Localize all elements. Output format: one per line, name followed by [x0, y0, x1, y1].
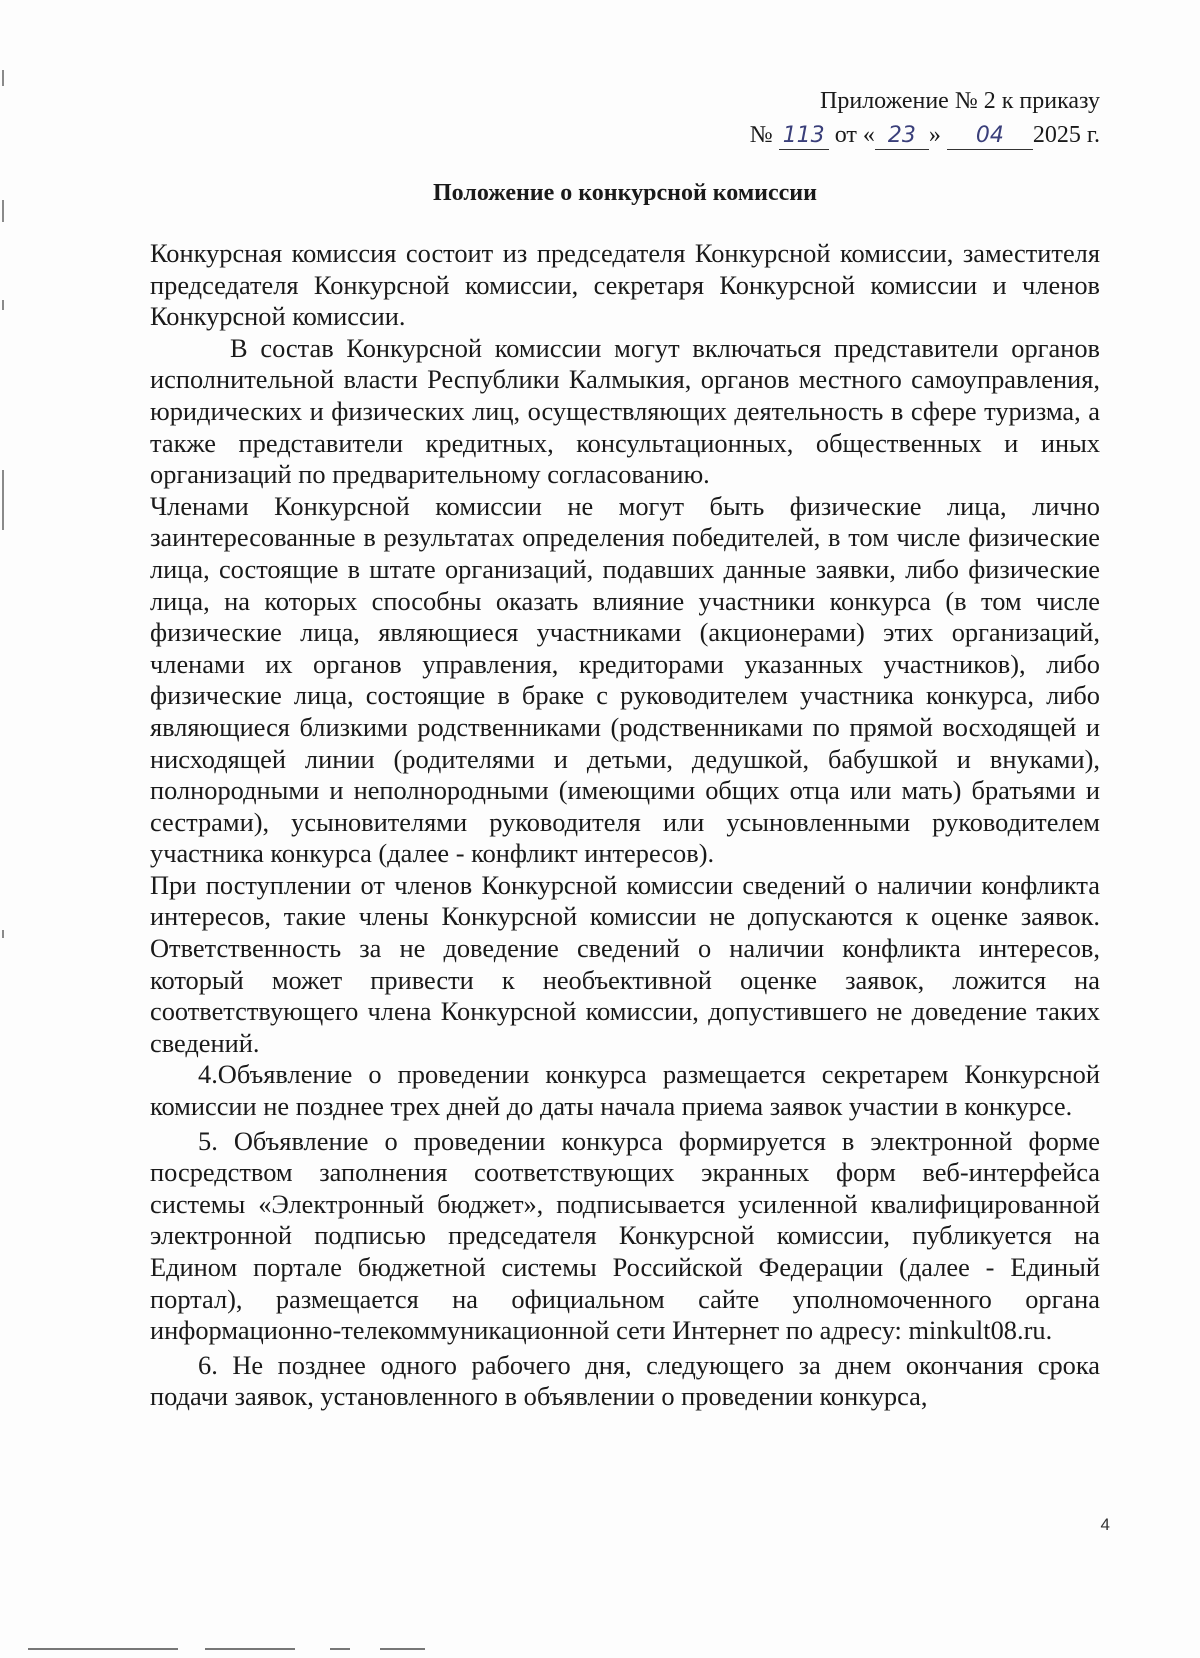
order-number-handwritten: 113	[779, 123, 829, 150]
paragraph-conflict-restrictions: Членами Конкурсной комиссии не могут быть физические лица, лично заинтересованные в результатах определения победителей, в том числе физические лица, состоящие в штате организаций, подавших данные заявки, либо физические лица, на которых способны оказать влияние участники конкурса (в том числе физические лица, являющиеся участниками (акционерами) этих организаций, членами их органов управления, кредиторами указанных участников), либо физические лица, состоящие в браке с руководителем участника конкурса, либо являющиеся близкими родственниками (родственниками по прямой восходящей и нисходящей линии (родителями и детьми, дедушкой, бабушкой и внуками), полнородными и неполнородными (имеющими общих отца или мать) братьями и сестрами), усыновителями руководителя или усыновленными руководителем участника конкурса (далее - конфликт интересов).	[150, 490, 1100, 869]
scan-margin-mark	[2, 70, 4, 86]
appendix-header	[750, 84, 1100, 152]
scan-margin-mark	[2, 300, 4, 310]
document-title: Положение о конкурсной комиссии	[433, 180, 817, 206]
quote-close: »	[928, 122, 941, 148]
paragraph-item-5: 5. Объявление о проведении конкурса формируется в электронной форме посредством заполнения соответствующих экранных форм веб-интерфейса системы «Электронный бюджет», подписывается усиленной квалифицированной электронной подписью председателя Конкурсной комиссии, публикуется на Едином портале бюджетной системы Российской Федерации (далее - Единый портал), размещается на официальном сайте уполномоченного органа информационно-телекоммуникационной сети Интернет по адресу: minkult08.ru.	[150, 1125, 1100, 1346]
scan-margin-mark	[2, 200, 4, 222]
paragraph-composition: Конкурсная комиссия состоит из председателя Конкурсной комиссии, заместителя председателя Конкурсной комиссии, секретаря Конкурсной комиссии и членов Конкурсной комиссии.	[150, 238, 1100, 332]
paragraph-conflict-reporting: При поступлении от членов Конкурсной комиссии сведений о наличии конфликта интересов, такие члены Конкурсной комиссии не допускаются к оценке заявок. Ответственность за не доведение сведений о наличии конфликта интересов, который может привести к необъективной оценке заявок, ложится на соответствующего члена Конкурсной комиссии, допустившего не доведение таких сведений.	[150, 869, 1100, 1058]
scan-bottom-mark	[380, 1648, 425, 1650]
scan-margin-mark	[2, 930, 4, 938]
scan-bottom-mark	[330, 1648, 350, 1650]
scan-margin-mark	[2, 470, 4, 530]
number-label: №	[749, 122, 773, 148]
order-line	[750, 118, 1100, 152]
paragraph-item-4: 4.Объявление о проведении конкурса размещается секретарем Конкурсной комиссии не позднее трех дней до даты начала приема заявок участии в конкурсе.	[150, 1059, 1100, 1122]
from-label: от «	[834, 122, 875, 148]
page-number: 4	[1100, 1515, 1110, 1534]
scan-bottom-mark	[28, 1648, 178, 1650]
order-day-handwritten: 23	[875, 123, 929, 150]
document-body	[150, 238, 1100, 1413]
order-month-handwritten: 04	[947, 123, 1033, 150]
paragraph-item-6: 6. Не позднее одного рабочего дня, следующего за днем окончания срока подачи заявок, установленного в объявлении о проведении конкурса,	[150, 1349, 1100, 1412]
order-year: 2025 г.	[1032, 122, 1100, 148]
scan-bottom-mark	[205, 1648, 295, 1650]
paragraph-representatives: В состав Конкурсной комиссии могут включаться представители органов исполнительной власти Республики Калмыкия, органов местного самоуправления, юридических и физических лиц, осуществляющих деятельность в сфере туризма, а также представители кредитных, консультационных, общественных и иных организаций по предварительному согласованию.	[150, 332, 1100, 490]
appendix-line: Приложение № 2 к приказу	[820, 88, 1100, 114]
